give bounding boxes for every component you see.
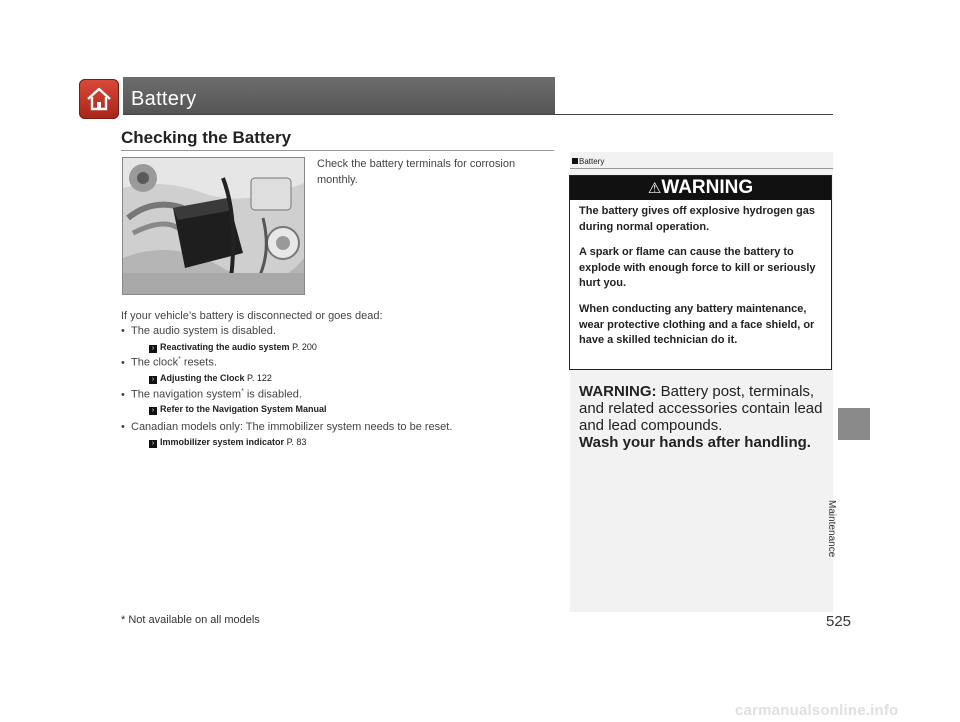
page-title: Battery: [131, 88, 197, 110]
side-note-header: [570, 157, 833, 169]
bullet-navigation: [121, 388, 302, 401]
note-marker-icon: [572, 158, 578, 164]
bullet-text: The audio system is disabled.: [131, 325, 276, 337]
ref-page: P. 200: [292, 342, 317, 352]
warning-title-text: WARNING: [661, 177, 754, 198]
reference-arrow-icon: ›: [149, 407, 157, 415]
bullet-text: Canadian models only: The immobilizer system needs to be reset.: [131, 421, 453, 433]
warning-paragraph-1: The battery gives off explosive hydrogen gas during normal operation.: [579, 205, 815, 233]
footnote: * Not available on all models: [121, 614, 260, 626]
lead-warning-label: WARNING:: [579, 383, 657, 400]
bullet-text-tail: is disabled.: [243, 388, 302, 401]
bullet-text: The clock: [131, 356, 179, 369]
asterisk: *: [241, 388, 244, 395]
section-heading: Checking the Battery: [121, 128, 292, 147]
bullet-dot: •: [121, 356, 125, 369]
lead-text: If your vehicle’s battery is disconnected or goes dead:: [121, 310, 383, 322]
warning-paragraph-2: A spark or flame can cause the battery to explode with enough force to kill or seriously hurt you.: [579, 246, 816, 289]
ref-title: Reactivating the audio system: [160, 342, 290, 352]
bullet-clock: [121, 356, 217, 369]
bullet-dot: •: [121, 421, 125, 433]
ref-title: Refer to the Navigation System Manual: [160, 404, 327, 414]
lead-warning-block: [579, 383, 829, 451]
asterisk: *: [178, 356, 181, 363]
home-icon: [85, 85, 113, 113]
ref-clock-link[interactable]: [149, 373, 272, 384]
chapter-tab[interactable]: [838, 408, 870, 440]
ref-navigation-link[interactable]: [149, 404, 327, 415]
lead-warning-line-3: and lead compounds.: [579, 417, 723, 434]
lead-warning-line-2: and related accessories contain lead: [579, 400, 823, 417]
chapter-tab-label: Maintenance: [826, 500, 837, 558]
bullet-dot: •: [121, 388, 125, 401]
ref-page: P. 122: [247, 373, 272, 383]
side-note-label: [572, 157, 604, 166]
ref-immobilizer-link[interactable]: [149, 437, 306, 448]
ref-title: Adjusting the Clock: [160, 373, 245, 383]
bullet-immobilizer: [121, 421, 452, 433]
reference-arrow-icon: ›: [149, 345, 157, 353]
side-note-label-text: Battery: [579, 157, 605, 166]
intro-text: Check the battery terminals for corrosion monthly.: [317, 158, 516, 186]
bullet-audio: [121, 325, 276, 337]
bullet-text: The navigation system: [131, 388, 242, 401]
bullet-dot: •: [121, 325, 125, 337]
warning-title: [570, 177, 831, 199]
lead-warning-instruction: Wash your hands after handling.: [579, 434, 811, 451]
bullet-text-tail: resets.: [180, 356, 217, 369]
title-divider: [123, 114, 833, 115]
ref-page: P. 83: [286, 437, 307, 447]
reference-arrow-icon: ›: [149, 440, 157, 448]
ref-title: Immobilizer system indicator: [160, 437, 285, 447]
watermark: carmanualsonline.info: [735, 702, 899, 719]
section-divider: [121, 150, 554, 151]
home-button[interactable]: [79, 79, 119, 119]
ref-audio-link[interactable]: [149, 342, 317, 353]
warning-triangle-icon: ⚠: [647, 180, 662, 197]
page-number: 525: [826, 613, 852, 630]
lead-warning-line-1: Battery post, terminals,: [660, 383, 815, 400]
battery-engine-photo: [122, 157, 305, 295]
warning-paragraph-3: When conducting any battery maintenance, wear protective clothing and a face shield, or have a skilled technician do it.: [579, 303, 815, 346]
reference-arrow-icon: ›: [149, 376, 157, 384]
